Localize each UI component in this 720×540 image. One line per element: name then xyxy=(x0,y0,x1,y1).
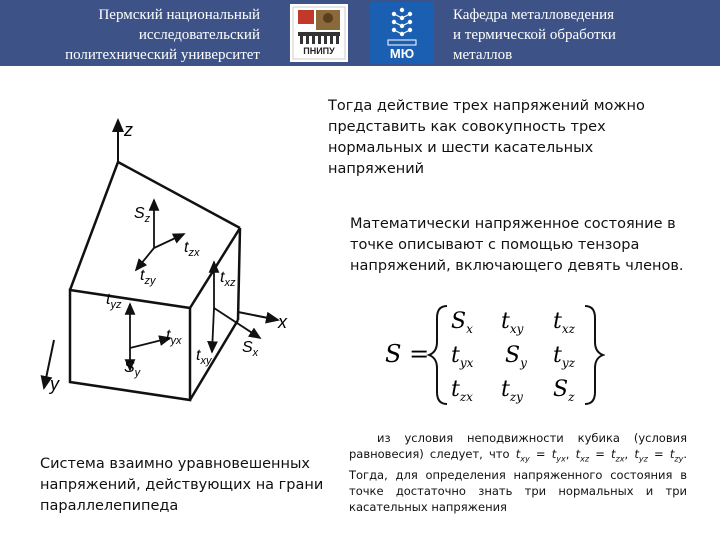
label-sy: $S_y$ xyxy=(124,359,141,379)
equality-yz: $t_{yz} = t_{zy}$ xyxy=(634,447,684,464)
university-line: исследовательский xyxy=(138,27,260,43)
x-axis xyxy=(238,312,278,320)
z-axis-label: z xyxy=(124,120,133,140)
right-brace xyxy=(585,306,603,404)
stress-cube-diagram xyxy=(28,108,303,417)
matrix-cell: $t_{xz}$ xyxy=(553,309,575,336)
university-logo xyxy=(290,4,348,62)
matrix-row-2 xyxy=(451,343,576,370)
intro-line: нормальных и шести касательных xyxy=(328,140,594,156)
label-txz: $t_{xz}$ xyxy=(220,269,236,289)
matrix-cell: $S_x$ xyxy=(451,309,473,336)
diagram-caption xyxy=(40,454,330,517)
left-brace xyxy=(429,306,447,404)
caption-line: напряжений, действующих на грани xyxy=(40,477,324,493)
department-name xyxy=(453,5,713,65)
tensor-line: Математически напряженное состояние в xyxy=(350,216,676,232)
label-tzy: $t_{zy}$ xyxy=(140,267,156,287)
intro-line: напряжений xyxy=(328,161,425,177)
label-sx: $S_x$ xyxy=(242,339,259,359)
tensor-line: точке описывают с помощью тензора xyxy=(350,237,640,253)
matrix-cell: $t_{yz}$ xyxy=(553,343,575,370)
department-logo xyxy=(370,2,434,64)
university-line: политехнический университет xyxy=(65,47,260,63)
intro-line: представить как совокупность трех xyxy=(328,119,606,135)
matrix-cell: $t_{yx}$ xyxy=(451,343,474,370)
matrix-cell: $S_y$ xyxy=(505,343,527,370)
intro-paragraph xyxy=(328,96,658,180)
label-tyx: $t_{yx}$ xyxy=(166,327,182,347)
department-line: металлов xyxy=(453,47,513,63)
university-line: Пермский национальный xyxy=(98,7,260,23)
matrix-row-3 xyxy=(451,377,575,404)
matrix-row-1 xyxy=(451,309,576,336)
equilibrium-prefix: равновесия) следует, что xyxy=(349,447,510,461)
university-name xyxy=(0,5,260,65)
matrix-cell: $t_{xy}$ xyxy=(501,309,524,336)
intro-line: Тогда действие трех напряжений можно xyxy=(328,98,645,114)
label-tyz: $t_{yz}$ xyxy=(106,291,122,311)
equilibrium-line1: из условия неподвижности кубика (условия xyxy=(377,431,687,445)
label-sz: $S_z$ xyxy=(134,205,151,225)
matrix-cell: $t_{zx}$ xyxy=(451,377,473,404)
logo2-text: МЮ xyxy=(389,46,415,61)
tensor-line: напряжений, включающего девять членов. xyxy=(350,258,684,274)
tensor-paragraph xyxy=(350,214,700,277)
matrix-cell: $t_{zy}$ xyxy=(501,377,523,404)
department-line: Кафедра металловедения xyxy=(453,7,615,23)
equilibrium-rest: Тогда, для определения напряженного состояния в точке достаточно знать три нормальных и три касательных напряжения xyxy=(349,468,687,515)
stress-tensor-matrix xyxy=(385,300,605,414)
x-axis-label: x xyxy=(278,312,287,332)
matrix-lhs: S = xyxy=(385,340,430,368)
label-tzx: $t_{zx}$ xyxy=(184,239,200,259)
equilibrium-paragraph: из условия неподвижности кубика (условия равновесия) следует, что $t_{xy} = t_{yx}$, $t_{xz} = t_{zx}$, $t_{yz} = t_{zy}$. Тогда, для определения напряженного состояния в точке достаточно знать три нормальных и три касательных напряжения xyxy=(349,431,688,515)
equality-xz: $t_{xz} = t_{zx}$ xyxy=(575,447,625,464)
department-line: и термической обработки xyxy=(453,27,616,43)
logo1-text: ПНИПУ xyxy=(303,46,335,56)
slide-header xyxy=(0,0,720,66)
caption-line: параллелепипеда xyxy=(40,498,179,514)
label-txy: $t_{xy}$ xyxy=(196,347,212,367)
matrix-cell: $S_z$ xyxy=(553,377,575,404)
y-axis-label: y xyxy=(50,374,59,394)
caption-line: Система взаимно уравновешенных xyxy=(40,456,310,472)
equality-xy: $t_{xy} = t_{yx}$ xyxy=(515,447,566,464)
